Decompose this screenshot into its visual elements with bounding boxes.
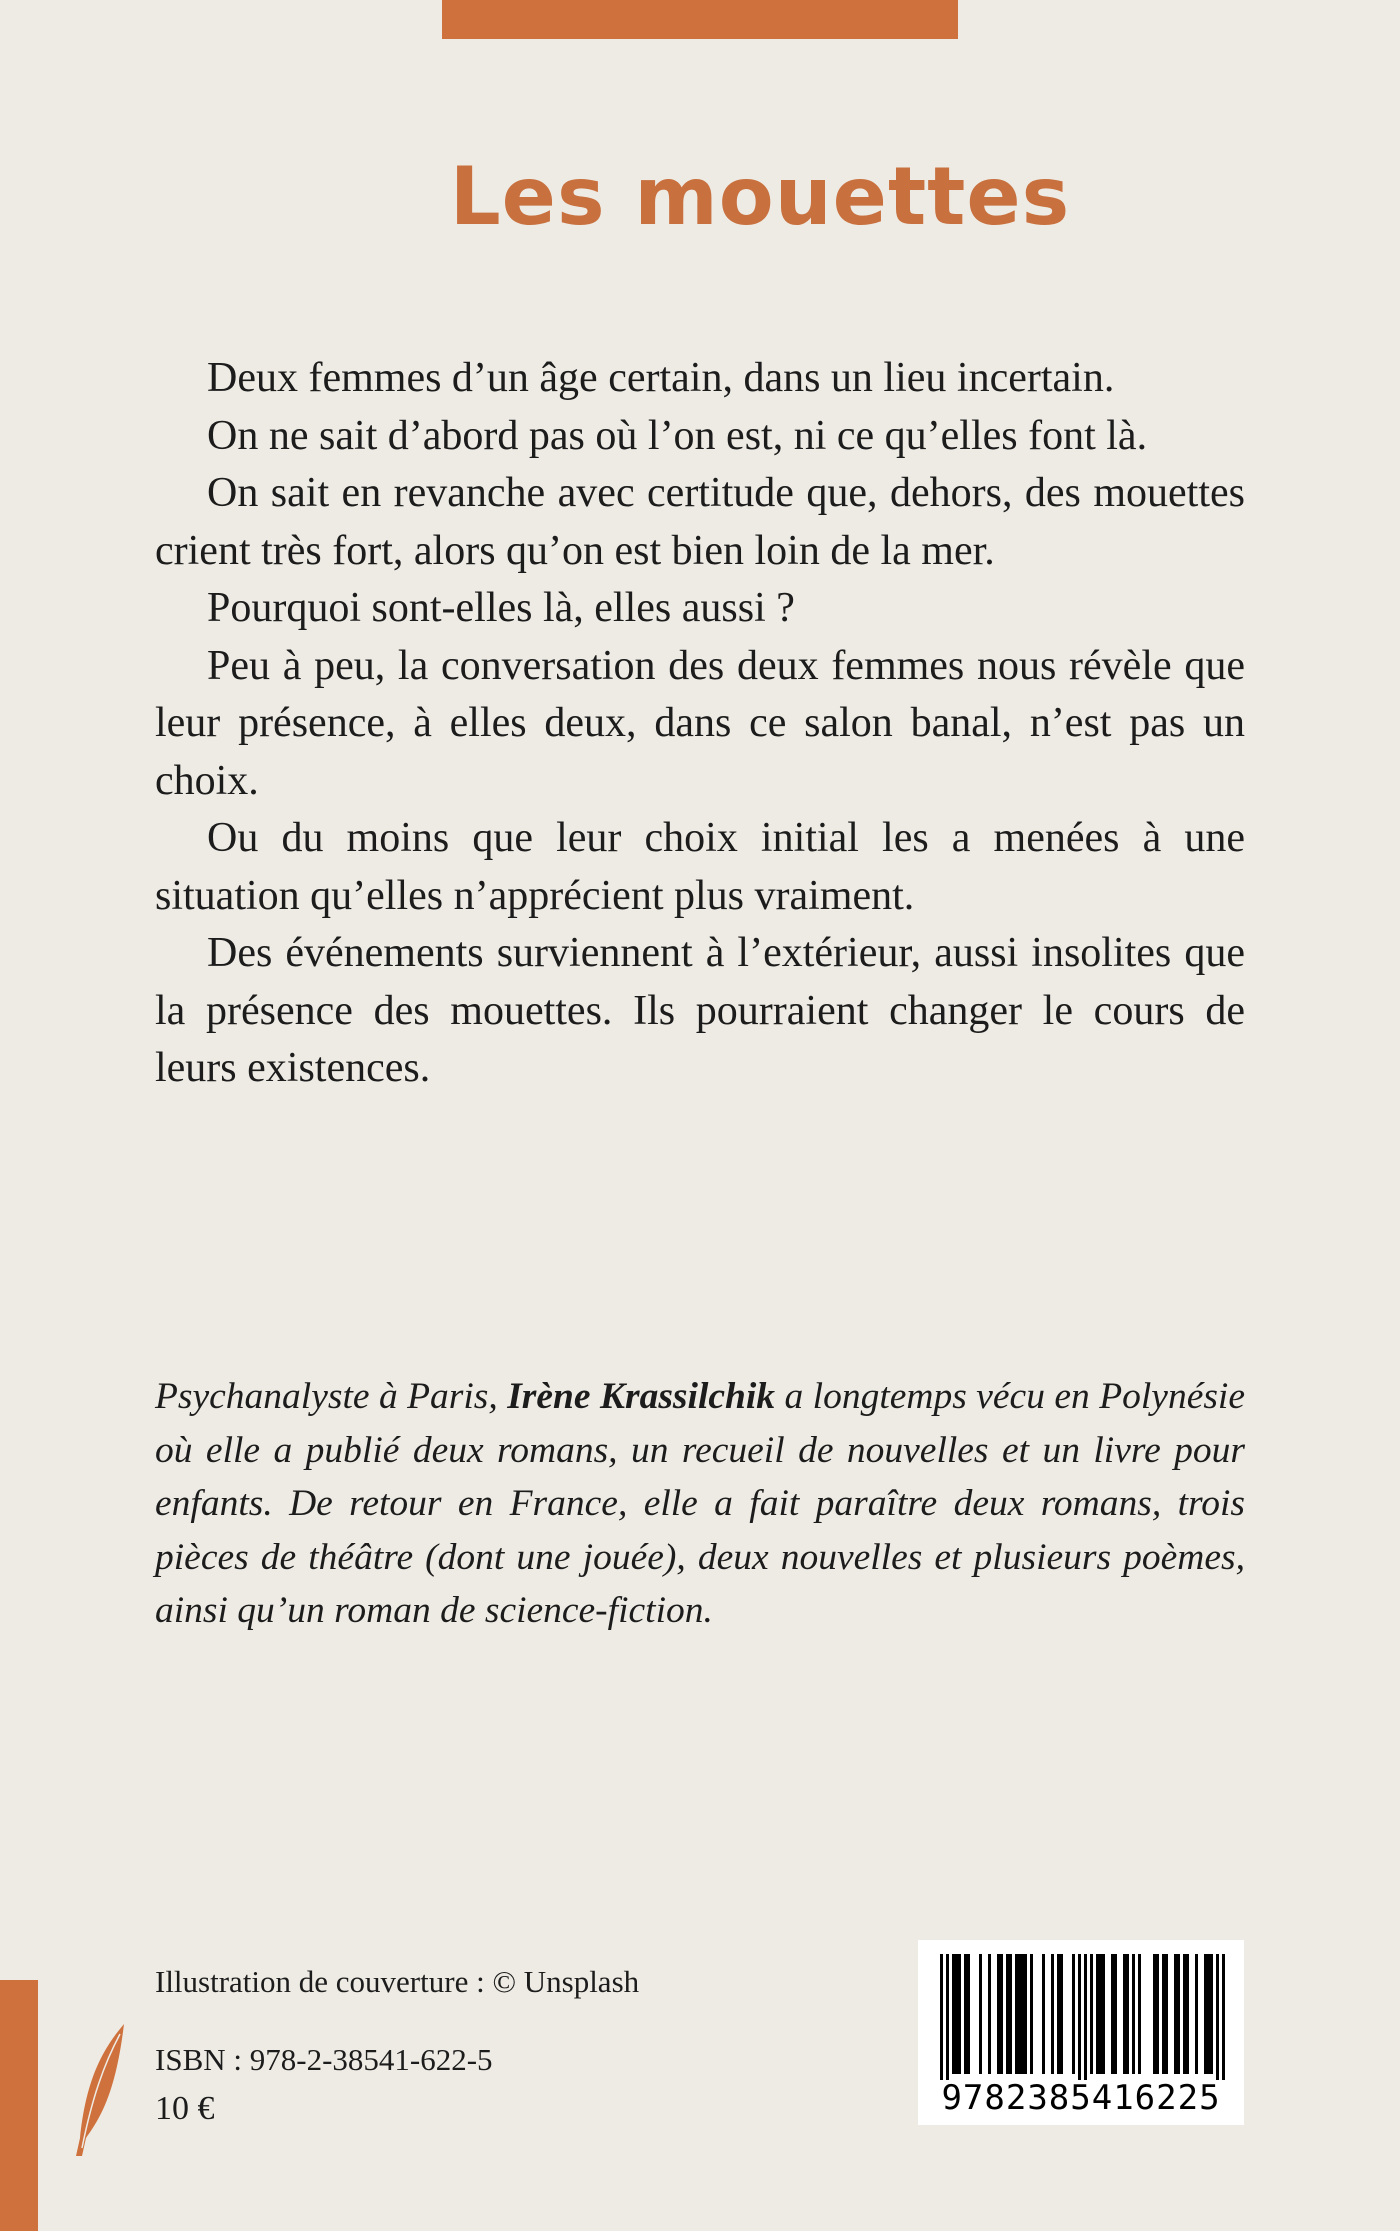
bio-text: a longtemps vécu en Polynésie où elle a publié deux romans, un recueil de nouvelles et un livre pour enfants. De retour en France, elle a fait paraître deux romans, trois pièces de théâtre (dont une jouée), deux nouvelles et plusieurs poèmes, ainsi qu’un roman de science-fiction. [155, 1376, 1245, 1631]
barcode-bar [1126, 1954, 1129, 2074]
barcode-bar [1153, 1954, 1156, 2074]
barcode-bar [1009, 1954, 1012, 2074]
barcode-bar [1162, 1954, 1165, 2074]
barcode-bar [967, 1954, 970, 2074]
barcode-bar [1021, 1954, 1024, 2074]
barcode-bar [1051, 1954, 1054, 2074]
barcode-bar [1102, 1954, 1105, 2074]
barcode-bar [1207, 1954, 1210, 2074]
barcode-bar [1042, 1954, 1045, 2074]
barcode-digits: 9782385416225 [941, 2078, 1221, 2118]
blurb-paragraph: Peu à peu, la conversation des deux femmes nous révèle que leur présence, à elles deux, dans ce salon banal, n’est pas un choix. [155, 642, 1245, 804]
barcode-bar [979, 1954, 982, 2074]
barcode-bar [940, 1954, 943, 2080]
author-bio [155, 1370, 1245, 1638]
barcode-bar [1114, 1954, 1117, 2074]
barcode-bar [1030, 1954, 1033, 2074]
barcode-bar [955, 1954, 958, 2074]
book-title [0, 150, 1400, 243]
price: 10 € [155, 2090, 215, 2127]
barcode-bar [1060, 1954, 1063, 2074]
blurb-paragraph: On ne sait d’abord pas où l’on est, ni ce qu’elles font là. [207, 412, 1148, 459]
barcode-bar [1222, 1954, 1225, 2080]
barcode-bar [952, 1954, 955, 2074]
barcode-bar [1216, 1954, 1219, 2080]
illustration-credits [155, 1962, 639, 2002]
barcode-bar [1156, 1954, 1159, 2074]
book-title-text: Les mouettes [449, 150, 1071, 243]
barcode-bar [1096, 1954, 1099, 2074]
isbn: ISBN : 978-2-38541-622-5 [155, 2042, 493, 2077]
barcode-bar [1123, 1954, 1126, 2074]
barcode-bar [1138, 1954, 1141, 2074]
barcode-bar [1078, 1954, 1081, 2080]
barcode-bar [946, 1954, 949, 2080]
top-accent-bar [442, 0, 958, 39]
barcode-bar [1006, 1954, 1009, 2074]
barcode-bar [1177, 1954, 1180, 2074]
barcode-bar [1204, 1954, 1207, 2074]
feather-icon [72, 2020, 132, 2160]
blurb-paragraph: On sait en revanche avec certitude que, dehors, des mouettes crient très fort, alors qu’on est bien loin de la mer. [155, 470, 1245, 574]
blurb-paragraph: Deux femmes d’un âge certain, dans un lieu incertain. [207, 355, 1115, 401]
barcode-bar [1072, 1954, 1075, 2074]
back-cover-blurb [155, 350, 1245, 1098]
bio-intro: Psychanalyste à Paris, [155, 1376, 508, 1417]
blurb-paragraph: Des événements surviennent à l’extérieur, aussi insolites que la présence des mouettes. Ils pourraient changer le cours de leurs existences. [155, 930, 1245, 1091]
barcode-bar [1090, 1954, 1093, 2074]
barcode-bar [958, 1954, 961, 2074]
barcode-bar [964, 1954, 967, 2074]
barcode-bar [988, 1954, 991, 2074]
barcode-bar [1111, 1954, 1114, 2074]
credits-text: Illustration de couverture : © Unsplash [155, 1964, 640, 1999]
barcode-bar [1024, 1954, 1027, 2074]
barcode-bar [1084, 1954, 1087, 2080]
barcode-bar [1018, 1954, 1021, 2074]
barcode-bar [1015, 1954, 1018, 2074]
barcode-bar [1132, 1954, 1135, 2074]
barcode-bar [1099, 1954, 1102, 2074]
side-accent-bar [0, 1980, 38, 2231]
barcode-bar [997, 1954, 1000, 2074]
barcode-bar [1174, 1954, 1177, 2074]
barcode-bar [1000, 1954, 1003, 2074]
barcode-bar [1195, 1954, 1198, 2074]
blurb-paragraph: Ou du moins que leur choix initial les a menées à une situation qu’elles n’apprécient plus vraiment. [155, 815, 1245, 919]
barcode-bar [1183, 1954, 1186, 2074]
barcode-bars [918, 1940, 1244, 2080]
barcode-bar [1057, 1954, 1060, 2074]
author-name: Irène Krassilchik [507, 1376, 776, 1417]
blurb-paragraph: Pourquoi sont-elles là, elles aussi ? [207, 585, 795, 631]
barcode-bar [1186, 1954, 1189, 2074]
barcode-bar [1165, 1954, 1168, 2074]
barcode [918, 1940, 1244, 2125]
barcode-bar [1210, 1954, 1213, 2074]
